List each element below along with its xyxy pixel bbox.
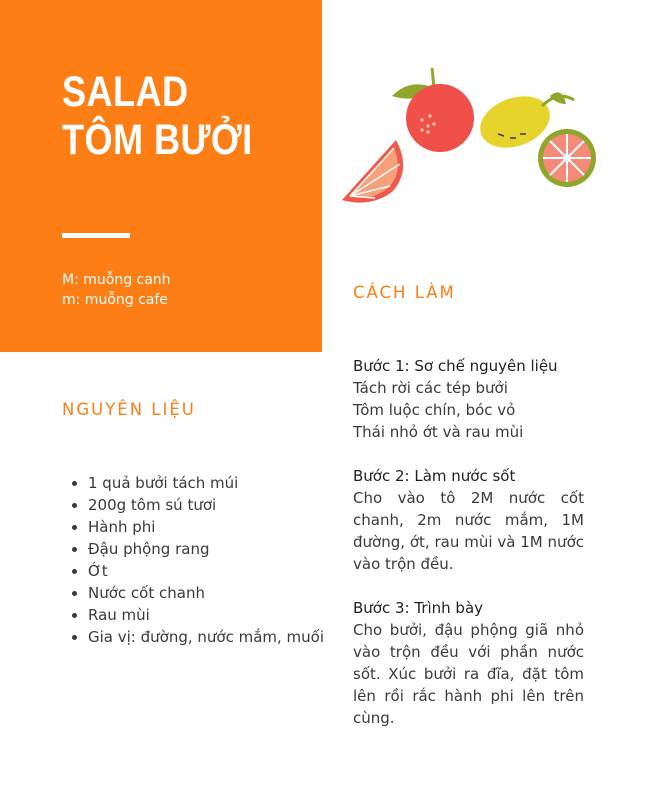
step-1	[353, 355, 584, 443]
list-item: • Gia vị: đường, nước mắm, muối	[88, 626, 338, 648]
citrus-slice-icon	[538, 129, 596, 187]
legend-line: M: muỗng canh	[62, 272, 171, 288]
ingredients-list	[62, 472, 338, 648]
step-title: Bước 2: Làm nước sốt	[353, 467, 516, 485]
list-item: • Hành phi	[88, 516, 338, 538]
title-line-1: SALAD	[62, 68, 189, 116]
step-title: Bước 1: Sơ chế nguyên liệu	[353, 357, 558, 375]
step-line: Tôm luộc chín, bóc vỏ	[353, 401, 516, 419]
step-title: Bước 3: Trình bày	[353, 599, 484, 617]
step-line: Tách rời các tép bưởi	[353, 379, 508, 397]
step-body: Cho vào tô 2M nước cốt chanh, 2m nước mắm, 1M đường, ớt, rau mùi và 1M nước vào trộn đều.	[353, 489, 584, 573]
method-steps	[353, 355, 584, 751]
step-2	[353, 465, 584, 575]
method-heading: CÁCH LÀM	[353, 283, 456, 302]
list-item: • 200g tôm sú tươi	[88, 494, 338, 516]
list-item: • Nước cốt chanh	[88, 582, 338, 604]
list-item: • Ớt	[88, 560, 338, 582]
list-item: • Đậu phộng rang	[88, 538, 338, 560]
title-divider	[62, 233, 130, 238]
step-line: Thái nhỏ ớt và rau mùi	[353, 423, 524, 441]
list-item: • Rau mùi	[88, 604, 338, 626]
recipe-title	[62, 68, 253, 164]
fruit-illustration	[330, 60, 610, 210]
step-3	[353, 597, 584, 729]
red-fruit-icon	[392, 68, 474, 152]
ingredients-heading: NGUYÊN LIỆU	[62, 400, 196, 419]
measurement-legend	[62, 270, 171, 310]
title-line-2: TÔM BƯỞI	[62, 116, 253, 164]
legend-line: m: muỗng cafe	[62, 292, 168, 308]
list-item: • 1 quả bưởi tách múi	[88, 472, 338, 494]
grapefruit-wedge-icon	[342, 140, 403, 203]
step-body: Cho bưởi, đậu phộng giã nhỏ vào trộn đều với phần nước sốt. Xúc bưởi ra đĩa, đặt tôm lên rồi rắc hành phi lên trên cùng.	[353, 621, 584, 727]
